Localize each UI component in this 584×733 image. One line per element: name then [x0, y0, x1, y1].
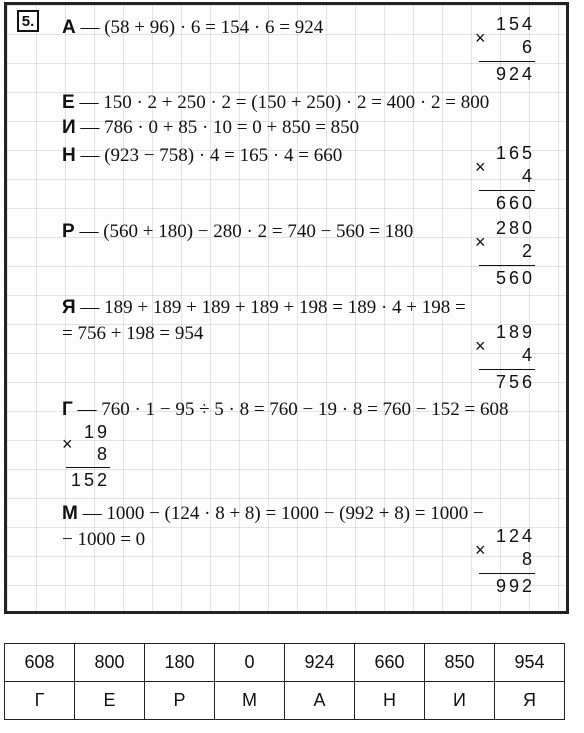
mul-ya-bottom: 4 [521, 345, 535, 365]
letter-m: М [62, 503, 78, 524]
mul-a-result: 924 [495, 64, 535, 84]
multiplication-a [475, 13, 535, 87]
multiplication-g [62, 421, 110, 495]
expression-r: — (560 + 180) − 280 · 2 = 740 − 560 = 180 [74, 221, 414, 242]
letter-n: Н [62, 145, 76, 166]
equation-r [62, 221, 413, 243]
answer-letter: Г [5, 682, 75, 720]
equation-a [62, 17, 323, 39]
mul-m-top: 124 [495, 526, 535, 546]
answer-number: 800 [75, 644, 145, 682]
answer-letter: А [285, 682, 355, 720]
mul-g-top: 19 [83, 422, 110, 442]
multiplication-n [475, 142, 535, 216]
answer-number: 954 [495, 644, 565, 682]
expression-i: — 786 · 0 + 85 · 10 = 0 + 850 = 850 [75, 117, 360, 138]
letter-ya: Я [62, 297, 76, 318]
answer-letter: Я [495, 682, 565, 720]
multiplication-r [475, 217, 535, 291]
answer-letter: Р [145, 682, 215, 720]
expression-a: — (58 + 96) · 6 = 154 · 6 = 924 [75, 17, 324, 38]
times-sign: × [475, 232, 486, 252]
expression-n: — (923 − 758) · 4 = 165 · 4 = 660 [75, 145, 343, 166]
equation-g [62, 399, 508, 421]
answer-number: 660 [355, 644, 425, 682]
answer-letters-row [5, 682, 565, 720]
answer-letter: М [215, 682, 285, 720]
mul-r-top: 280 [495, 218, 535, 238]
answer-number: 924 [285, 644, 355, 682]
multiplication-ya [475, 321, 535, 395]
equation-ya-continued: = 756 + 198 = 954 [62, 323, 204, 344]
answer-letter: Е [75, 682, 145, 720]
mul-a-line [479, 61, 535, 62]
mul-ya-line [479, 369, 535, 370]
equation-e [62, 92, 489, 114]
letter-a: А [62, 17, 76, 38]
expression-ya: — 189 + 189 + 189 + 189 + 198 = 189 · 4 + 198 = [75, 297, 466, 318]
mul-n-result: 660 [495, 193, 535, 213]
times-sign: × [475, 28, 486, 48]
equation-m-continued: − 1000 = 0 [62, 529, 146, 550]
expression-g: — 760 · 1 − 95 ÷ 5 · 8 = 760 − 19 · 8 = 760 − 152 = 608 [72, 399, 509, 420]
mul-n-top: 165 [495, 143, 535, 163]
times-sign: × [62, 434, 73, 454]
mul-m-bottom: 8 [521, 549, 535, 569]
letter-r: Р [62, 221, 75, 242]
solution-panel [4, 2, 569, 614]
mul-g-line [66, 467, 110, 468]
multiplication-m [475, 525, 535, 599]
mul-ya-top: 189 [495, 322, 535, 342]
mul-m-result: 992 [495, 576, 535, 596]
letter-i: И [62, 117, 76, 138]
times-sign: × [475, 157, 486, 177]
equation-n [62, 145, 342, 167]
mul-ya-result: 756 [495, 372, 535, 392]
mul-n-bottom: 4 [521, 166, 535, 186]
answer-numbers-row [5, 644, 565, 682]
mul-r-line [479, 265, 535, 266]
task-number: 5. [17, 10, 39, 32]
answer-number: 850 [425, 644, 495, 682]
equation-ya [62, 297, 466, 319]
mul-r-bottom: 2 [521, 241, 535, 261]
mul-r-result: 560 [495, 268, 535, 288]
times-sign: × [475, 540, 486, 560]
expression-m: — 1000 − (124 · 8 + 8) = 1000 − (992 + 8) = 1000 − [77, 503, 484, 524]
answer-table [4, 643, 565, 720]
answer-number: 608 [5, 644, 75, 682]
answer-number: 180 [145, 644, 215, 682]
mul-n-line [479, 190, 535, 191]
mul-a-top: 154 [495, 14, 535, 34]
answer-number: 0 [215, 644, 285, 682]
answer-letter: Н [355, 682, 425, 720]
mul-g-result: 152 [70, 470, 110, 490]
letter-e: Е [62, 92, 75, 113]
answer-letter: И [425, 682, 495, 720]
expression-e: — 150 · 2 + 250 · 2 = (150 + 250) · 2 = 400 · 2 = 800 [74, 92, 490, 113]
mul-m-line [479, 573, 535, 574]
equation-i [62, 117, 359, 139]
times-sign: × [475, 336, 486, 356]
letter-g: Г [62, 399, 73, 420]
mul-g-bottom: 8 [96, 444, 110, 464]
mul-a-bottom: 6 [521, 37, 535, 57]
equation-m [62, 503, 484, 525]
